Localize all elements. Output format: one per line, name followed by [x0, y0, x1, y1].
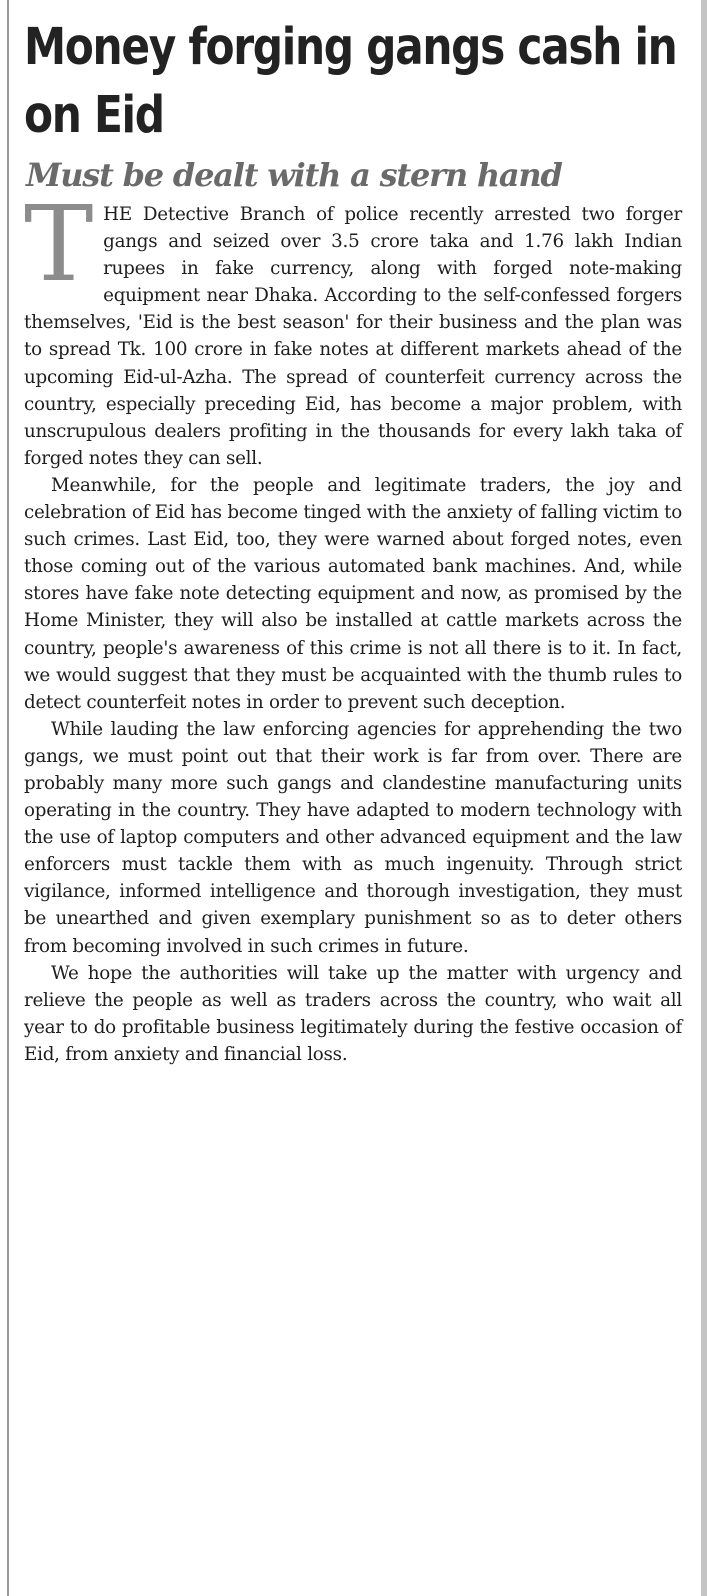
paragraph-4: We hope the authorities will take up the matter with urgency and relieve the people as well as traders across the country, who wait all year to do profitable business legitimately during the festive occasion of Eid, from anxiety and financial loss. [24, 962, 682, 1065]
paragraph-2: Meanwhile, for the people and legitimate traders, the joy and celebration of Eid has become tinged with the anxiety of falling victim to such crimes. Last Eid, too, they were warned about forged notes, even those coming out of the various automated bank machines. And, while stores have fake note detecting equipment and now, as promised by the Home Minister, they will also be installed at cattle markets across the country, people's awareness of this crime is not all there is to it. In fact, we would suggest that they must be acquainted with the thumb rules to detect counterfeit notes in order to prevent such deception. [24, 474, 682, 713]
paragraph-1 [24, 183, 682, 472]
column-rule-right [701, 0, 707, 1596]
paragraph-3: While lauding the law enforcing agencies for apprehending the two gangs, we must point out that their work is far from over. There are probably many more such gangs and clandestine manufacturing units operating in the country. They have adapted to modern technology with the use of laptop computers and other advanced equipment and the law enforcers must tackle them with as much ingenuity. Through strict vigilance, informed intelligence and thorough investigation, they must be unearthed and given exemplary punishment so as to deter others from becoming involved in such crimes in future. [24, 718, 682, 957]
drop-cap: T [24, 183, 94, 305]
subheadline: Must be dealt with a stern hand [26, 156, 562, 194]
editorial-article [24, 0, 682, 1068]
article-body [24, 183, 682, 1068]
paragraph-1-text: HE Detective Branch of police recently arrested two forger gangs and seized over 3.5 crore taka and 1.76 lakh Indian rupees in fake currency, along with forged note-making equipment near Dhaka. According to the self-confessed forgers themselves, 'Eid is the best season' for their business and the plan was to spread Tk. 100 crore in fake notes at different markets ahead of the upcoming Eid-ul-Azha. The spread of counterfeit currency across the country, especially preceding Eid, has become a major problem, with unscrupulous dealers profiting in the thousands for every lakh taka of forged notes they can sell. [24, 204, 682, 469]
column-rule-left [7, 0, 9, 1596]
headline: Money forging gangs cash in on Eid [24, 18, 677, 145]
